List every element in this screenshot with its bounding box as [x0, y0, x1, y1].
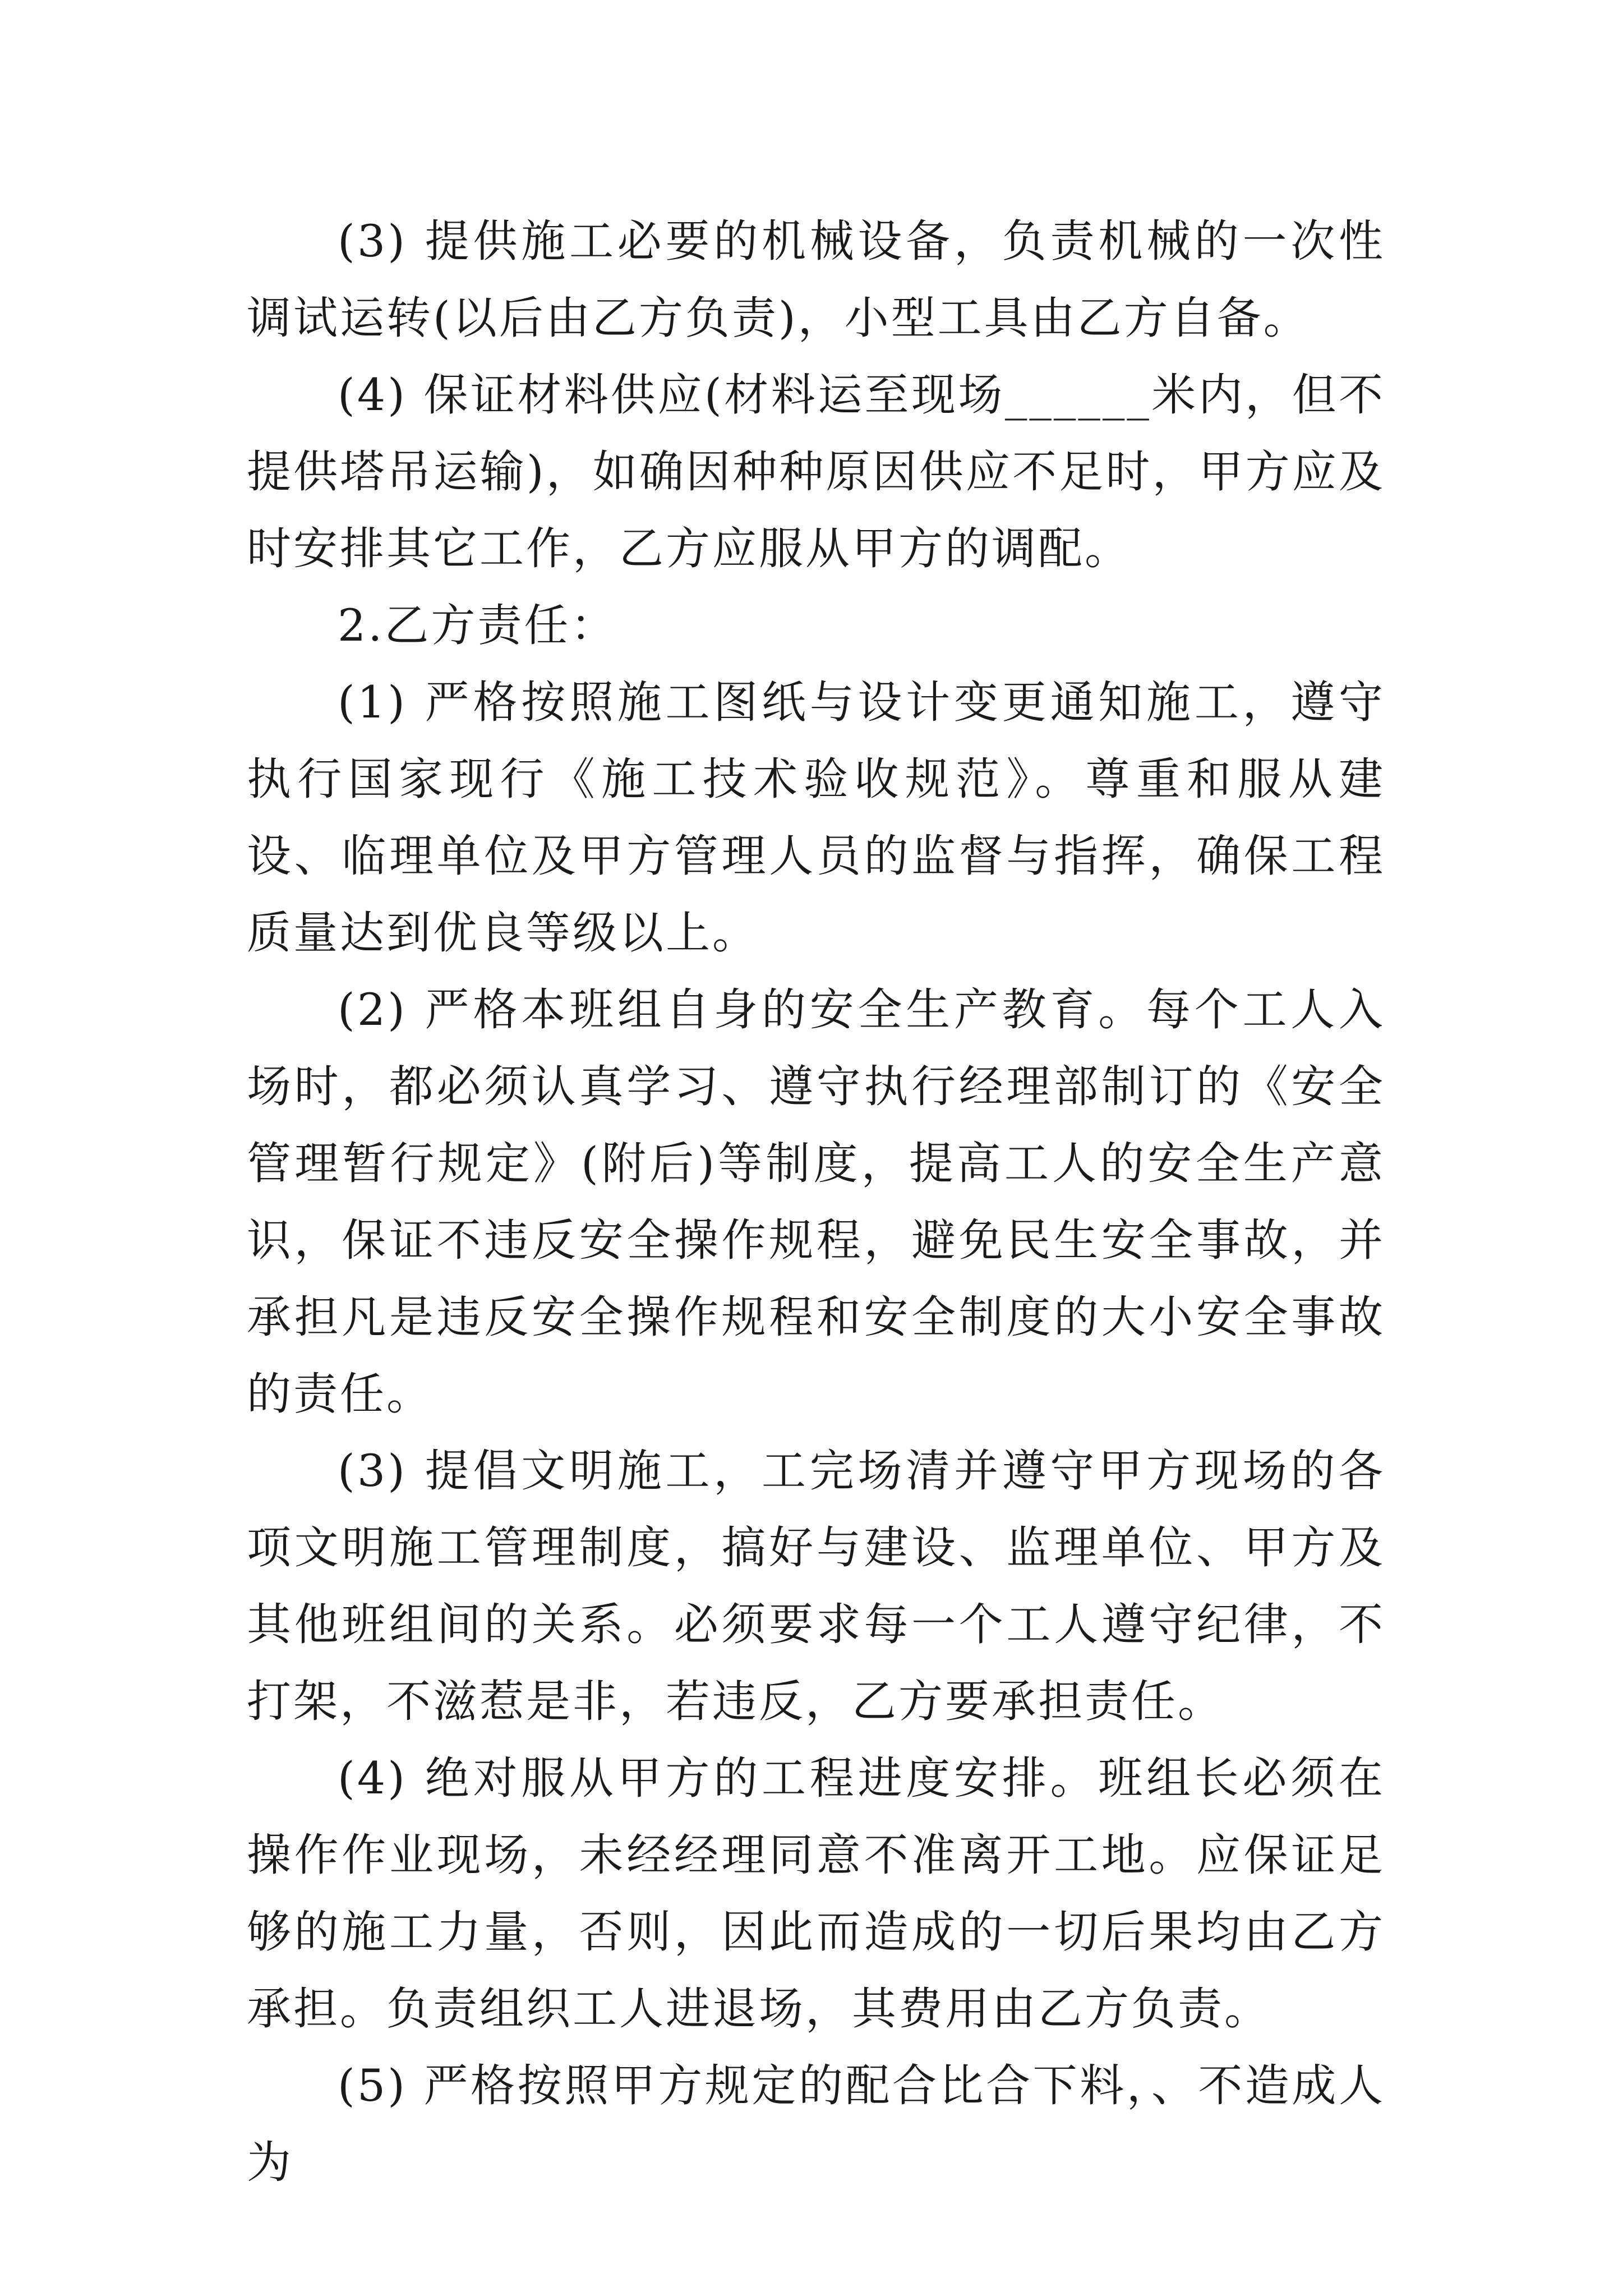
paragraph-party-b-item-3: (3) 提倡文明施工，工完场清并遵守甲方现场的各项文明施工管理制度，搞好与建设、监理单位、甲方及其他班组间的关系。必须要求每一个工人遵守纪律，不打架，不滋惹是非，若违反，乙方要承担责任。	[247, 1445, 1385, 1727]
paragraph-party-b-item-5: (5) 严格按照甲方规定的配合比合下料，、不造成人为	[247, 2060, 1385, 2188]
document-body	[247, 203, 1385, 2201]
paragraph-party-b-item-4: (4) 绝对服从甲方的工程进度安排。班组长必须在操作作业现场，未经经理同意不准离开工地。应保证足够的施工力量，否则，因此而造成的一切后果均由乙方承担。负责组织工人进退场，其费用由乙方负责。	[247, 1752, 1385, 2035]
paragraph-party-b-item-1: (1) 严格按照施工图纸与设计变更通知施工，遵守执行国家现行《施工技术验收规范》。尊重和服从建设、临理单位及甲方管理人员的监督与指挥，确保工程质量达到优良等级以上。	[247, 677, 1385, 959]
section-heading-party-b: 2.乙方责任：	[338, 600, 617, 651]
paragraph-party-b-item-2: (2) 严格本班组自身的安全生产教育。每个工人入场时，都必须认真学习、遵守执行经理部制订的《安全管理暂行规定》(附后)等制度，提高工人的安全生产意识，保证不违反安全操作规程，避免民生安全事故，并承担凡是违反安全操作规程和安全制度的大小安全事故的责任。	[247, 984, 1385, 1420]
paragraph-party-a-item-4: (4) 保证材料供应(材料运至现场______米内，但不提供塔吊运输)，如确因种种原因供应不足时，甲方应及时安排其它工作，乙方应服从甲方的调配。	[247, 369, 1385, 574]
paragraph-party-a-item-3: (3) 提供施工必要的机械设备，负责机械的一次性调试运转(以后由乙方负责)，小型工具由乙方自备。	[247, 215, 1385, 344]
